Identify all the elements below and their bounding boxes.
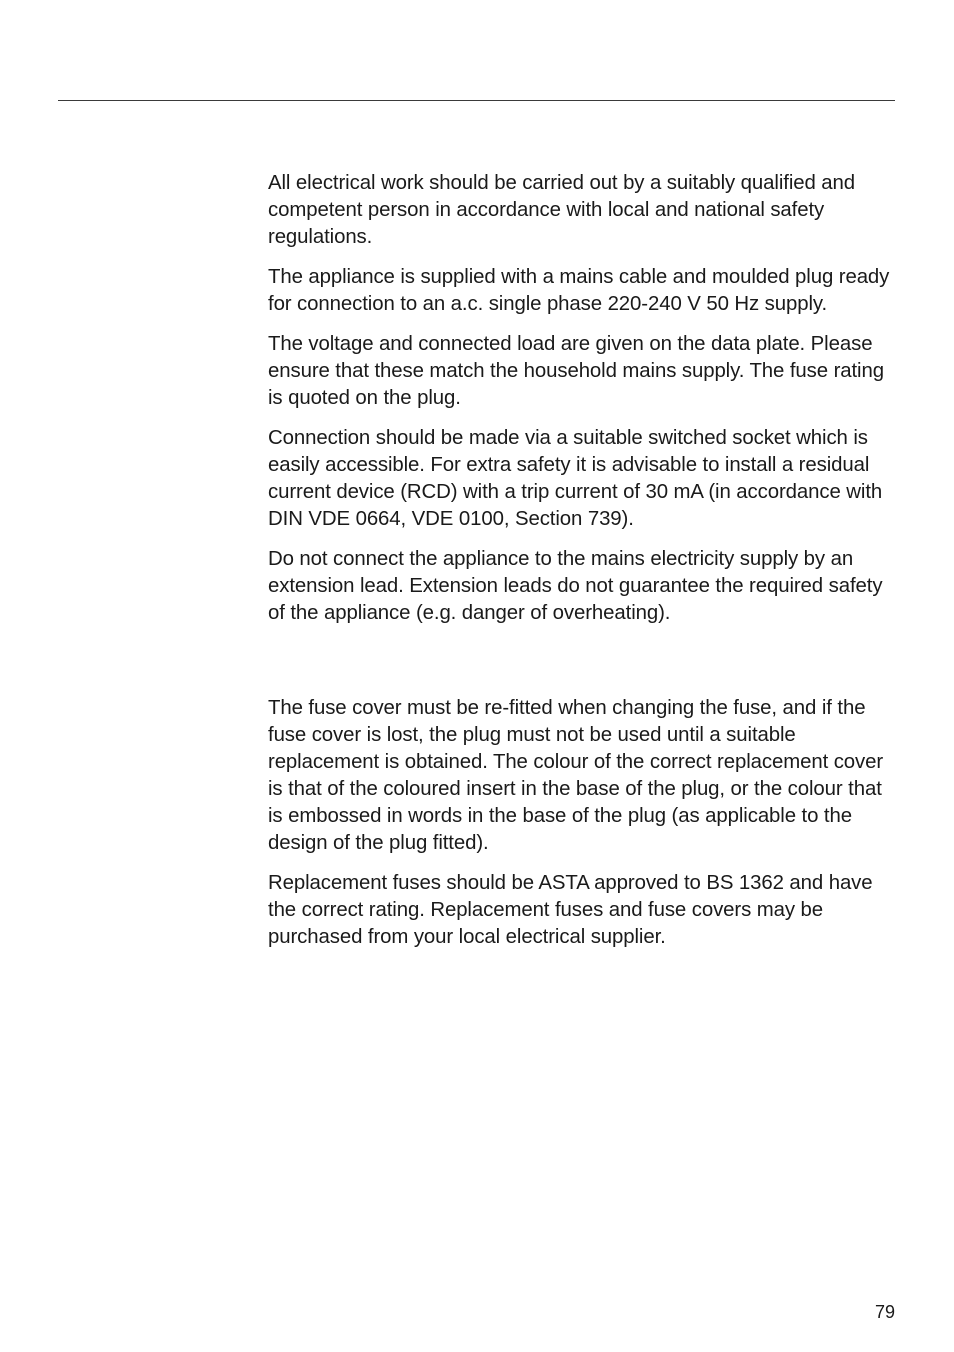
header-rule bbox=[58, 100, 895, 101]
paragraph-qualified-person: All electrical work should be carried out by a suitably qualified and competent person in accordance with local and national safety regulations. bbox=[268, 172, 856, 248]
paragraph-extension-lead: Do not connect the appliance to the mains electricity supply by an extension lead. Extension leads do not guarantee the required safety of the appliance (e.g. danger of overheating). bbox=[268, 548, 883, 624]
paragraph-fuse-cover: The fuse cover must be re-fitted when changing the fuse, and if the fuse cover is lost, the plug must not be used until a suitable replacement is obtained. The colour of the correct replacement cover is that of the coloured insert in the base of the plug, or the colour that is embossed in words in the base of the plug (as applicable to the design of the plug fitted). bbox=[268, 697, 884, 854]
paragraph-switched-socket: Connection should be made via a suitable switched socket which is easily accessible. For extra safety it is advisable to install a residual current device (RCD) with a trip current of 30 mA (in accordance with DIN VDE 0664, VDE 0100, Section 739). bbox=[268, 427, 883, 530]
page-number: 79 bbox=[874, 1302, 895, 1322]
page-content bbox=[268, 170, 898, 964]
section-spacer bbox=[268, 640, 898, 695]
paragraph-replacement-fuses: Replacement fuses should be ASTA approved to BS 1362 and have the correct rating. Replacement fuses and fuse covers may be purchased from your local electrical supplier. bbox=[268, 872, 873, 948]
paragraph-mains-cable: The appliance is supplied with a mains cable and moulded plug ready for connection to an a.c. single phase 220-240 V 50 Hz supply. bbox=[268, 266, 890, 315]
paragraph-data-plate: The voltage and connected load are given on the data plate. Please ensure that these match the household mains supply. The fuse rating is quoted on the plug. bbox=[268, 333, 884, 409]
